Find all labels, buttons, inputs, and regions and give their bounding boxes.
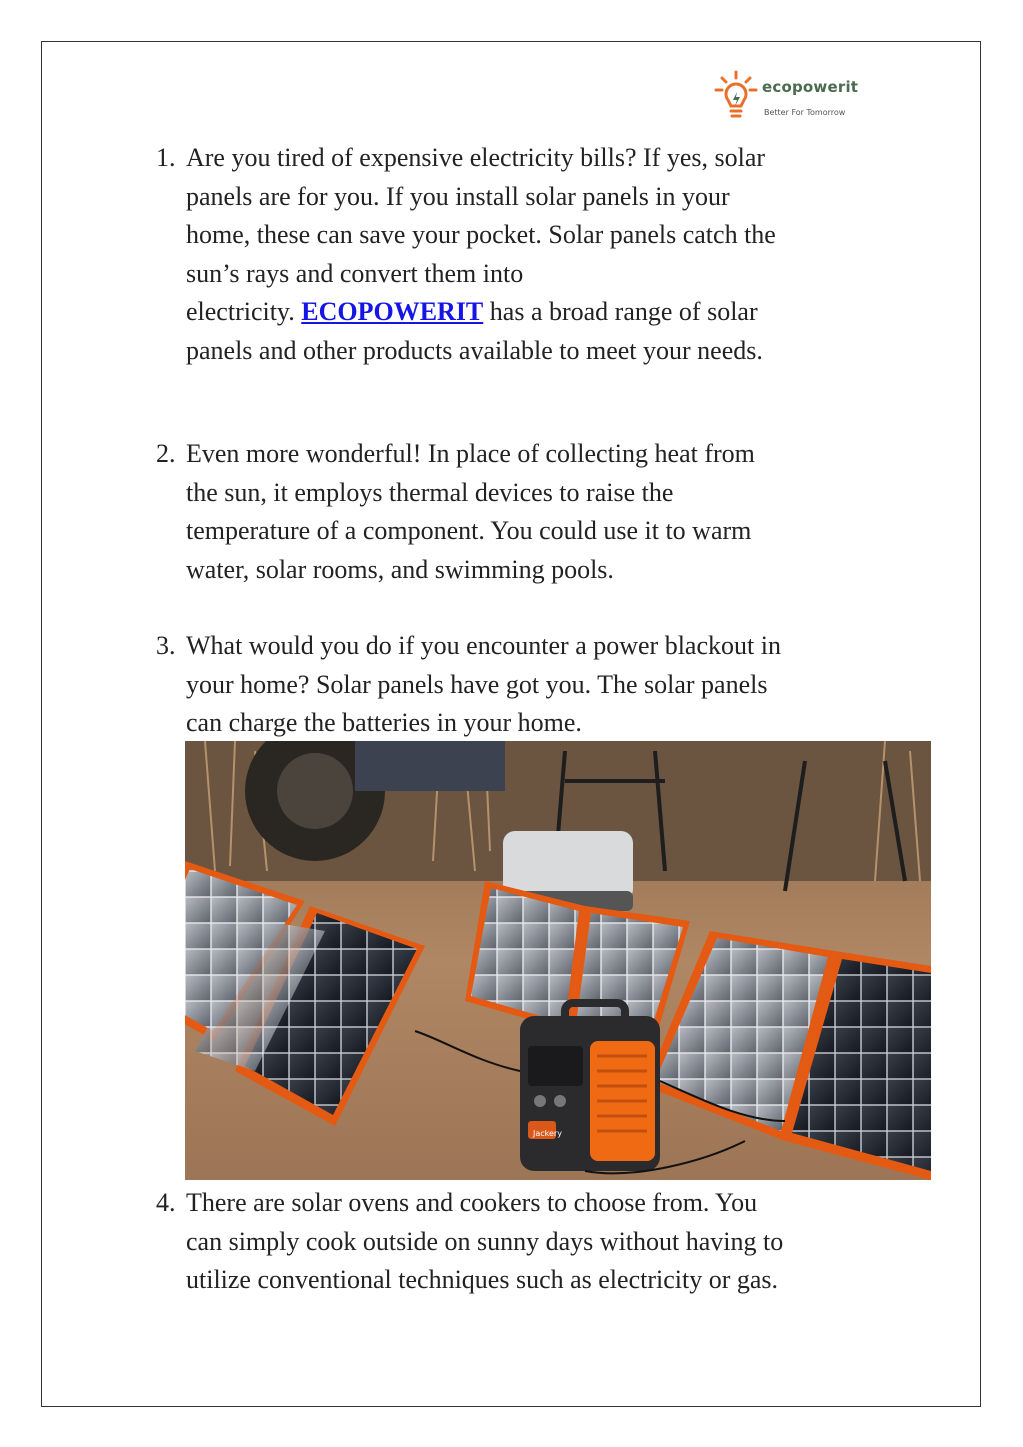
text-line: temperature of a component. You could use it to warm — [186, 516, 752, 546]
item-number: 1. — [156, 143, 176, 172]
text-line: can simply cook outside on sunny days without having to — [186, 1226, 784, 1256]
photo-illustration — [185, 741, 931, 1180]
item-number: 3. — [156, 631, 176, 660]
item-text — [186, 139, 910, 371]
item-text — [186, 435, 910, 589]
list-item-3 — [150, 627, 910, 743]
list-item-4 — [150, 1184, 910, 1300]
lightbulb-icon — [714, 70, 758, 126]
text-line: home, these can save your pocket. Solar panels catch the — [186, 220, 776, 250]
list-item-1 — [150, 139, 910, 371]
text-line: What would you do if you encounter a power blackout in — [186, 631, 781, 660]
solar-panels-photo — [185, 741, 931, 1180]
text-line: panels are for you. If you install solar panels in your — [186, 181, 730, 211]
logo-tagline: Better For Tomorrow — [764, 108, 846, 117]
item-number: 4. — [156, 1188, 176, 1217]
text-line: water, solar rooms, and swimming pools. — [186, 554, 614, 584]
generator-label: Jackery — [533, 1129, 562, 1138]
item-text — [186, 627, 910, 743]
item-number: 2. — [156, 439, 176, 468]
ecopowerit-logo[interactable] — [714, 70, 884, 130]
power-station — [520, 1003, 660, 1171]
text-line: the sun, it employs thermal devices to raise the — [186, 477, 674, 507]
text-line: has a broad range of solar — [483, 297, 758, 327]
text-line: Even more wonderful! In place of collecting heat from — [186, 439, 755, 468]
text-line: utilize conventional techniques such as electricity or gas. — [186, 1265, 779, 1295]
text-line: can charge the batteries in your home. — [186, 708, 582, 738]
text-line: Are you tired of expensive electricity bills? If yes, solar — [186, 143, 766, 172]
item-text — [186, 1184, 910, 1300]
list-item-2 — [150, 435, 910, 589]
text-line: electricity. — [186, 297, 302, 327]
ecopowerit-link[interactable]: ECOPOWERIT — [301, 297, 484, 327]
text-line: sun’s rays and convert them into — [186, 258, 524, 288]
text-line: There are solar ovens and cookers to choose from. You — [186, 1188, 758, 1217]
text-line: panels and other products available to meet your needs. — [186, 335, 763, 365]
logo-name: ecopowerit — [762, 78, 859, 96]
text-line: your home? Solar panels have got you. The solar panels — [186, 669, 768, 699]
